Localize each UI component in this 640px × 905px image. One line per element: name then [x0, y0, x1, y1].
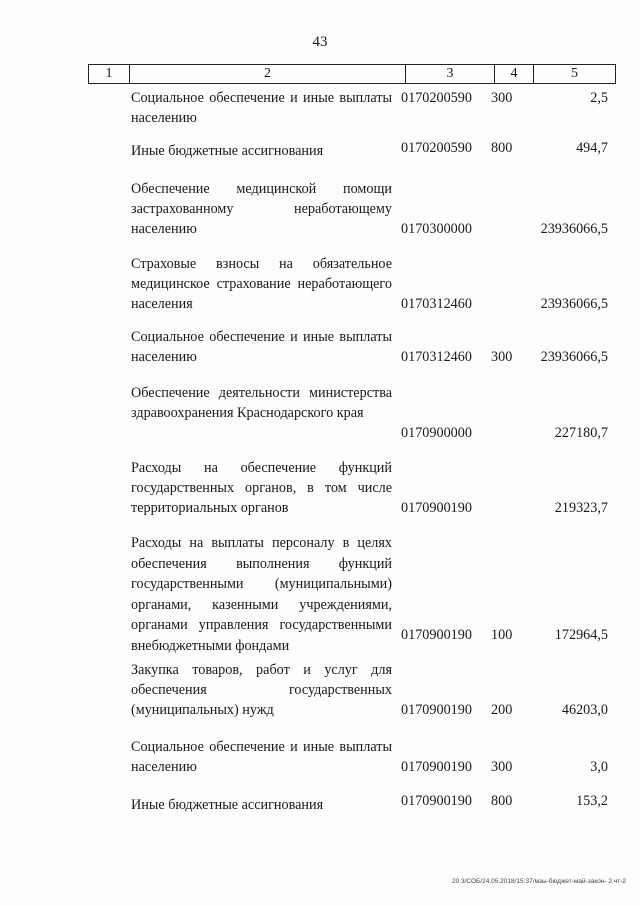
row-code: 0170900190: [401, 500, 472, 516]
row-code: 0170900000: [401, 425, 472, 441]
row-amount: 23936066,5: [540, 221, 608, 237]
row-amount: 23936066,5: [540, 296, 608, 312]
row-description: Социальное обеспечение и иные выплаты населению: [131, 329, 392, 365]
row-code: 0170312460: [401, 296, 472, 312]
column-header-row: [88, 64, 616, 84]
document-footer: 20 3/СОБ/24.05.2018/15:37/мзы-бюджет-май-закон- 2 чт-2: [451, 878, 626, 885]
row-description: Социальное обеспечение и иные выплаты населению: [131, 739, 392, 775]
table-row: [0, 179, 640, 239]
column-header-4: 4: [495, 65, 534, 84]
column-header-3: 3: [406, 65, 495, 84]
row-amount: 2,5: [590, 90, 608, 106]
row-group: 300: [491, 90, 513, 106]
row-group: 100: [491, 627, 513, 643]
row-description: Иные бюджетные ассигнования: [131, 143, 324, 159]
table-row: [0, 254, 640, 314]
row-code: 0170312460: [401, 349, 472, 365]
row-group: 300: [491, 349, 513, 365]
row-amount: 227180,7: [554, 425, 608, 441]
row-code: 0170900190: [401, 793, 472, 809]
table-row: [0, 88, 640, 128]
column-header-1: 1: [89, 65, 130, 84]
row-description: Расходы на обеспечение функций государственных органов, в том числе территориальных органов: [131, 460, 392, 516]
row-group: 800: [491, 140, 513, 156]
row-code: 0170300000: [401, 221, 472, 237]
row-description: Обеспечение деятельности министерства здравоохранения Краснодарского края: [131, 385, 392, 421]
column-header-2: 2: [130, 65, 406, 84]
row-description: Страховые взносы на обязательное медицинское страхование неработающего населения: [131, 256, 392, 312]
row-amount: 3,0: [590, 759, 608, 775]
row-group: 300: [491, 759, 513, 775]
row-code: 0170900190: [401, 759, 472, 775]
table-row: [0, 660, 640, 720]
table-row: [0, 533, 640, 654]
row-amount: 172964,5: [554, 627, 608, 643]
table-row: [0, 793, 640, 815]
row-code: 0170200590: [401, 140, 472, 156]
page-number: 43: [312, 34, 328, 50]
row-amount: 46203,0: [561, 702, 608, 718]
row-code: 0170900190: [401, 702, 472, 718]
row-amount: 23936066,5: [540, 349, 608, 365]
column-header-5: 5: [534, 65, 616, 84]
table-row: [0, 141, 640, 161]
table-row: [0, 737, 640, 777]
row-code: 0170900190: [401, 627, 472, 643]
row-description: Расходы на выплаты персоналу в целях обеспечения выполнения функций государственными (муниципальными) органами, казенными учреждениями, органами управления государственными внебюджетными фондами: [131, 535, 392, 654]
table-row: [0, 327, 640, 367]
row-description: Закупка товаров, работ и услуг для обеспечения государственных (муниципальных) нужд: [131, 662, 392, 718]
row-amount: 219323,7: [554, 500, 608, 516]
row-description: Обеспечение медицинской помощи застрахованному неработающему населению: [131, 181, 392, 237]
row-amount: 153,2: [576, 793, 608, 809]
row-description: Социальное обеспечение и иные выплаты населению: [131, 90, 392, 126]
row-description: Иные бюджетные ассигнования: [131, 797, 324, 813]
row-group: 800: [491, 793, 513, 809]
table-row: [0, 383, 640, 443]
table-row: [0, 458, 640, 518]
row-code: 0170200590: [401, 90, 472, 106]
row-amount: 494,7: [576, 140, 608, 156]
row-group: 200: [491, 702, 513, 718]
